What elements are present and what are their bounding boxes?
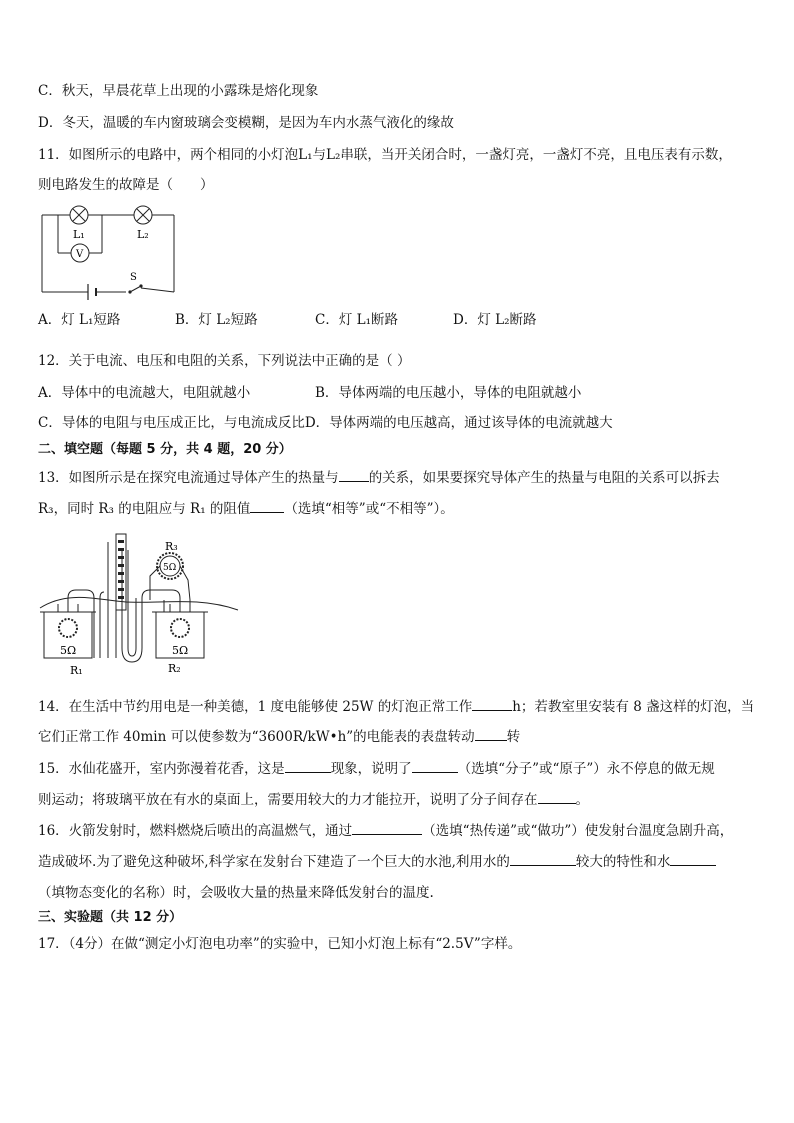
answer-blank[interactable] — [285, 759, 331, 773]
q14-stem-line1: 14．在生活中节约用电是一种美德，1 度电能够使 25W 的灯泡正常工作 h；若教室里安装有 8 盏这样的灯泡，当 — [38, 699, 755, 715]
q12-option-c-d: C．导体的电阻与电压成正比，与电流成反比D．导体两端的电压越高，通过该导体的电流就越大 — [38, 415, 613, 431]
q11-option-b: B．灯 L₂短路 — [175, 312, 258, 328]
q15-stem-line2: 则运动；将玻璃平放在有水的桌面上，需要用较大的力才能拉开，说明了分子间存在 。 — [38, 792, 589, 808]
q11-option-d: D．灯 L₂断路 — [453, 312, 537, 328]
q13-stem-line2: R₃，同时 R₃ 的电阻应与 R₁ 的阻值 （选填“相等”或“不相等”）。 — [38, 501, 454, 517]
answer-blank[interactable] — [352, 821, 422, 835]
answer-blank[interactable] — [412, 759, 458, 773]
section-heading-fill-in: 二、填空题（每题 5 分，共 4 题，20 分） — [38, 442, 292, 457]
answer-blank[interactable] — [339, 468, 369, 482]
q10-option-c: C．秋天，早晨花草上出现的小露珠是熔化现象 — [38, 83, 319, 99]
apparatus-label-r2: R₂ — [168, 662, 181, 675]
q11-stem-line2: 则电路发生的故障是（ ） — [38, 177, 214, 193]
q13-apparatus-diagram — [38, 530, 243, 680]
circuit-label-l2: L₂ — [137, 228, 149, 241]
circuit-label-v: V — [76, 249, 84, 260]
q12-option-a: A．导体中的电流越大，电阻就越小 — [38, 385, 251, 401]
answer-blank[interactable] — [475, 727, 507, 741]
apparatus-label-res3: 5Ω — [163, 563, 177, 573]
answer-blank[interactable] — [472, 697, 512, 711]
q14-stem-line2: 它们正常工作 40min 可以使参数为“3600R/kW•h”的电能表的表盘转动 转 — [38, 729, 521, 745]
q10-option-d: D．冬天，温暖的车内窗玻璃会变模糊，是因为车内水蒸气液化的缘故 — [38, 115, 454, 131]
q16-stem-line3: （填物态变化的名称）时，会吸收大量的热量来降低发射台的温度. — [38, 885, 434, 901]
apparatus-label-res2: 5Ω — [172, 644, 189, 657]
q12-option-b: B．导体两端的电压越小，导体的电阻就越小 — [315, 385, 582, 401]
apparatus-label-res1: 5Ω — [60, 644, 77, 657]
q17-stem: 17．（4分）在做“测定小灯泡电功率”的实验中，已知小灯泡上标有“2.5V”字样。 — [38, 936, 522, 952]
q11-option-a: A．灯 L₁短路 — [38, 312, 121, 328]
q11-circuit-diagram — [38, 200, 178, 302]
answer-blank[interactable] — [670, 852, 716, 866]
q16-stem-line2: 造成破坏.为了避免这种破坏,科学家在发射台下建造了一个巨大的水池,利用水的 较大的特性和水 — [38, 852, 716, 871]
q13-stem-line1: 13．如图所示是在探究电流通过导体产生的热量与 的关系，如果要探究导体产生的热量与电阻的关系可以拆去 — [38, 470, 720, 486]
apparatus-label-r3: R₃ — [165, 540, 178, 553]
section-heading-experiment: 三、实验题（共 12 分） — [38, 910, 183, 925]
circuit-label-l1: L₁ — [73, 228, 85, 241]
q16-stem-line1: 16．火箭发射时，燃料燃烧后喷出的高温燃气，通过 （选填“热传递”或“做功”）使发射台温度急剧升高， — [38, 823, 734, 839]
answer-blank[interactable] — [250, 499, 284, 513]
apparatus-label-r1: R₁ — [70, 664, 83, 677]
q11-stem-line1: 11．如图所示的电路中，两个相同的小灯泡L₁与L₂串联，当开关闭合时，一盏灯亮，一盏灯不亮，且电压表有示数， — [38, 147, 732, 163]
q11-option-c: C．灯 L₁断路 — [315, 312, 398, 328]
answer-blank[interactable] — [538, 790, 576, 804]
circuit-label-s: S — [130, 272, 137, 283]
q12-stem: 12．关于电流、电压和电阻的关系，下列说法中正确的是（ ） — [38, 353, 411, 369]
q15-stem-line1: 15．水仙花盛开，室内弥漫着花香，这是 现象，说明了 （选填“分子”或“原子”）永不停息的做无规 — [38, 761, 715, 777]
answer-blank[interactable] — [510, 852, 576, 866]
